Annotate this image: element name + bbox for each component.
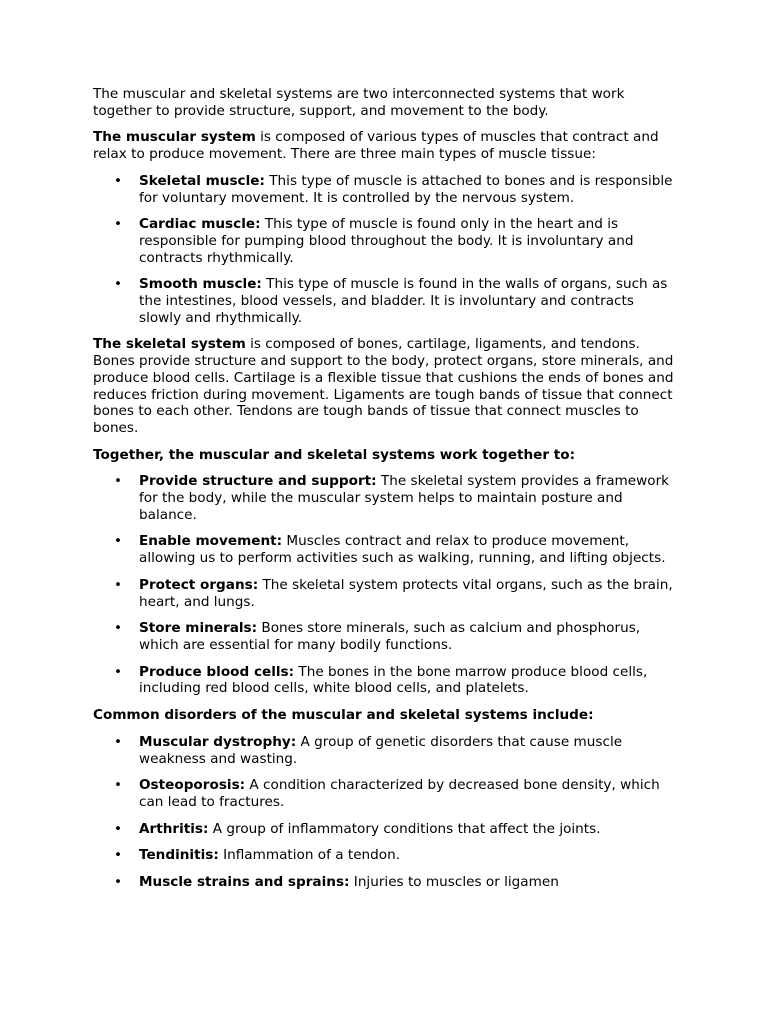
list-item [93,173,678,206]
list-item [93,874,678,891]
list-item-term: Arthritis: [139,820,209,837]
list-item [93,533,678,566]
list-item-desc: A group of inflammatory conditions that affect the joints. [208,820,601,837]
list-item-term: Store minerals: [139,620,258,637]
list-item [93,821,678,838]
skeletal-system-paragraph [93,336,678,436]
list-item [93,473,678,523]
list-item [93,577,678,610]
list-item-term: Smooth muscle: [139,276,262,293]
list-item-term: Tendinitis: [139,847,219,864]
skeletal-system-lead: The skeletal system [93,336,246,353]
list-item-term: Muscular dystrophy: [139,733,297,750]
disorders-heading [93,707,678,724]
list-item-term: Protect organs: [139,576,259,593]
list-item-desc: Injuries to muscles or ligamen [349,874,559,891]
list-item-desc: The bones in the bone marrow produce blood cells, including red blood cells, white blood cells, and platelets. [139,663,648,697]
list-item [93,734,678,767]
skeletal-system-text: is composed of bones, cartilage, ligaments, and tendons. Bones provide structure and support to the body, protect organs, store minerals, and produce blood cells. Cartilage is a flexible tissue that cushions the ends of bones and reduces friction during movement. Ligaments are tough bands of tissue that connect bones to each other. Tendons are tough bands of tissue that connect muscles to bones. [93,336,674,436]
functions-list [93,473,678,697]
list-item-term: Cardiac muscle: [139,216,261,233]
list-item-desc: A group of genetic disorders that cause muscle weakness and wasting. [139,733,623,767]
list-item [93,216,678,266]
list-item [93,276,678,326]
list-item-desc: A condition characterized by decreased bone density, which can lead to fractures. [139,777,660,810]
intro-paragraph: The muscular and skeletal systems are two interconnected systems that work together to provide structure, support, and movement to the body. [93,86,625,119]
list-item-term: Enable movement: [139,533,283,550]
list-item-desc: Inflammation of a tendon. [218,847,401,864]
list-item-desc: This type of muscle is attached to bones and is responsible for voluntary movement. It is controlled by the nervous system. [139,172,673,206]
list-item [93,777,678,810]
list-item-desc: The skeletal system protects vital organs, such as the brain, heart, and lungs. [139,576,673,610]
list-item [93,620,678,653]
muscular-system-lead: The muscular system [93,129,256,146]
together-heading [93,447,678,464]
list-item-desc: Muscles contract and relax to produce movement, allowing us to perform activities such as walking, running, and lifting objects. [139,533,666,567]
list-item-term: Skeletal muscle: [139,172,265,189]
list-item-desc: Bones store minerals, such as calcium and phosphorus, which are essential for many bodily functions. [139,620,641,653]
list-item-desc: This type of muscle is found only in the heart and is responsible for pumping blood throughout the body. It is involuntary and contracts rhythmically. [139,216,634,266]
list-item-term: Produce blood cells: [139,663,295,680]
list-item-term: Muscle strains and sprains: [139,874,350,891]
disorders-heading-text: Common disorders of the muscular and skeletal systems include: [93,707,594,724]
together-heading-text: Together, the muscular and skeletal systems work together to: [93,446,576,463]
list-item-term: Osteoporosis: [139,777,246,794]
muscular-system-paragraph [93,129,678,162]
list-item [93,847,678,864]
disorders-list [93,734,678,891]
muscular-system-text: is composed of various types of muscles that contract and relax to produce movement. There are three main types of muscle tissue: [93,129,659,163]
muscle-types-list [93,173,678,327]
list-item-desc: This type of muscle is found in the walls of organs, such as the intestines, blood vessels, and bladder. It is involuntary and contracts slowly and rhythmically. [139,276,668,326]
document-page [93,86,678,901]
list-item [93,664,678,697]
list-item-desc: The skeletal system provides a framework for the body, while the muscular system helps to maintain posture and balance. [139,473,670,523]
list-item-term: Provide structure and support: [139,473,377,490]
